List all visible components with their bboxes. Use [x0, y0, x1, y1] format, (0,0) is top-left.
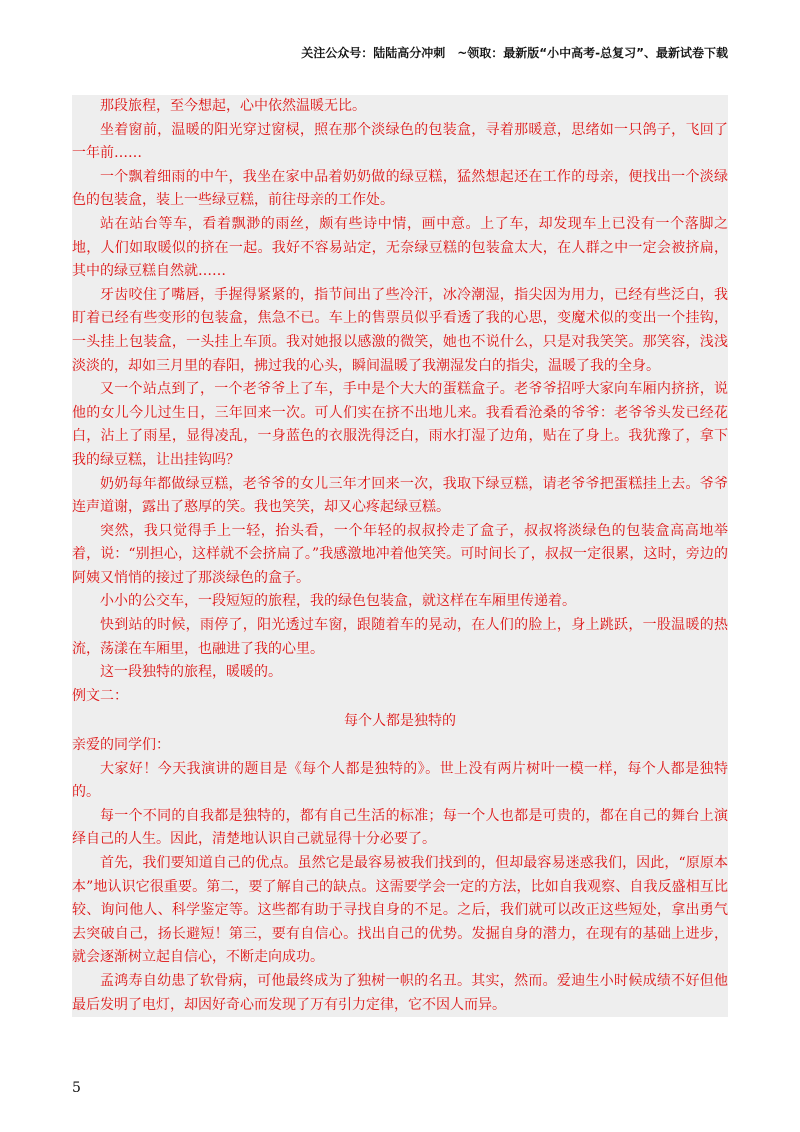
paragraph: 突然，我只觉得手上一轻，抬头看，一个年轻的叔叔拎走了盒子，叔叔将淡绿色的包装盒高高地举着，说：“别担心，这样就不会挤扁了。”我感激地冲着他笑笑。可时间长了，叔叔一定很累，这时，旁边的阿姨又悄悄的接过了那淡绿色的盒子。 [72, 522, 728, 586]
paragraph: 小小的公交车，一段短短的旅程，我的绿色包装盒，就这样在车厢里传递着。 [100, 593, 576, 610]
paragraph: 一个飘着细雨的中午，我坐在家中品着奶奶做的绿豆糕，猛然想起还在工作的母亲，便找出一个淡绿色的包装盒，装上一些绿豆糕，前往母亲的工作处。 [72, 168, 728, 209]
page-header: 关注公众号：陆陆高分冲刺 ~领取：最新版“小中高考-总复习”、最新试卷下载 [301, 46, 728, 60]
document-body [72, 95, 728, 1017]
paragraph: 这一段独特的旅程，暖暖的。 [100, 664, 282, 681]
paragraph: 牙齿咬住了嘴唇，手握得紧紧的，指节间出了些冷汗，冰冷潮湿，指尖因为用力，已经有些泛白，我盯着已经有些变形的包装盒，焦急不已。车上的售票员似乎看透了我的心思，变魔术似的变出一个挂钩，一头挂上包装盒，一头挂上车顶。我对她报以感激的微笑，她也不说什么，只是对我笑笑。那笑容，浅浅淡淡的，却如三月里的春阳，拂过我的心头，瞬间温暖了我潮湿发白的指尖，温暖了我的全身。 [72, 286, 728, 374]
paragraph: 坐着窗前，温暖的阳光穿过窗棂，照在那个淡绿色的包装盒，寻着那暖意，思绪如一只鸽子，飞回了一年前…… [72, 121, 728, 162]
example-label: 例文二： [72, 687, 128, 704]
salutation: 亲爱的同学们： [72, 737, 170, 754]
essay-paragraph: 大家好！今天我演讲的题目是《每个人都是独特的》。世上没有两片树叶一模一样，每个人都是独特的。 [72, 760, 728, 801]
essay-paragraph: 每一个不同的自我都是独特的，都有自己生活的标准；每一个人也都是可贵的，都在自己的舞台上演绎自己的人生。因此，清楚地认识自己就显得十分必要了。 [72, 807, 728, 848]
essay-paragraph: 孟鸿寿自幼患了软骨病，可他最终成为了独树一帜的名丑。其实，然而。爱迪生小时候成绩不好但他最后发明了电灯，却因好奇心而发现了万有引力定律，它不因人而异。 [72, 972, 728, 1013]
paragraph: 奶奶每年都做绿豆糕，老爷爷的女儿三年才回来一次，我取下绿豆糕，请老爷爷把蛋糕挂上去。爷爷连声道谢，露出了憨厚的笑。我也笑笑，却又心疼起绿豆糕。 [72, 475, 728, 516]
essay-paragraph: 首先，我们要知道自己的优点。虽然它是最容易被我们找到的，但却最容易迷惑我们，因此，“原原本本”地认识它很重要。第二，要了解自己的缺点。这需要学会一定的方法，比如自我观察、自我反盛相互比较、询问他人、科学鉴定等。这些都有助于寻找自身的不足。之后，我们就可以改正这些短处，拿出勇气去突破自己，扬长避短！第三，要有自信心。找出自己的优势。发掘自身的潜力，在现有的基础上进步，就会逐渐树立起自信心，不断走向成功。 [72, 855, 728, 966]
paragraph: 站在站台等车，看着飘渺的雨丝，颇有些诗中情，画中意。上了车，却发现车上已没有一个落脚之地，人们如取暖似的挤在一起。我好不容易站定，无奈绿豆糕的包装盒太大，在人群之中一定会被挤扁，其中的绿豆糕自然就…… [72, 215, 728, 280]
essay-title: 每个人都是独特的 [344, 713, 456, 730]
page-number: 5 [72, 1080, 81, 1096]
paragraph: 又一个站点到了，一个老爷爷上了车，手中是个大大的蛋糕盒子。老爷爷招呼大家向车厢内挤挤，说他的女儿今儿过生日，三年回来一次。可人们实在挤不出地儿来。我看看沧桑的爷爷：老爷爷头发已经花白，沾上了雨星，显得凌乱，一身蓝色的衣服洗得泛白，雨水打湿了边角，贴在了身上。我犹豫了，拿下我的绿豆糕，让出挂钩吗？ [72, 381, 728, 468]
paragraph: 快到站的时候，雨停了，阳光透过车窗，跟随着车的晃动，在人们的脸上，身上跳跃，一股温暖的热流，荡漾在车厢里，也融进了我的心里。 [72, 617, 728, 657]
paragraph: 那段旅程，至今想起，心中依然温暖无比。 [100, 98, 366, 114]
